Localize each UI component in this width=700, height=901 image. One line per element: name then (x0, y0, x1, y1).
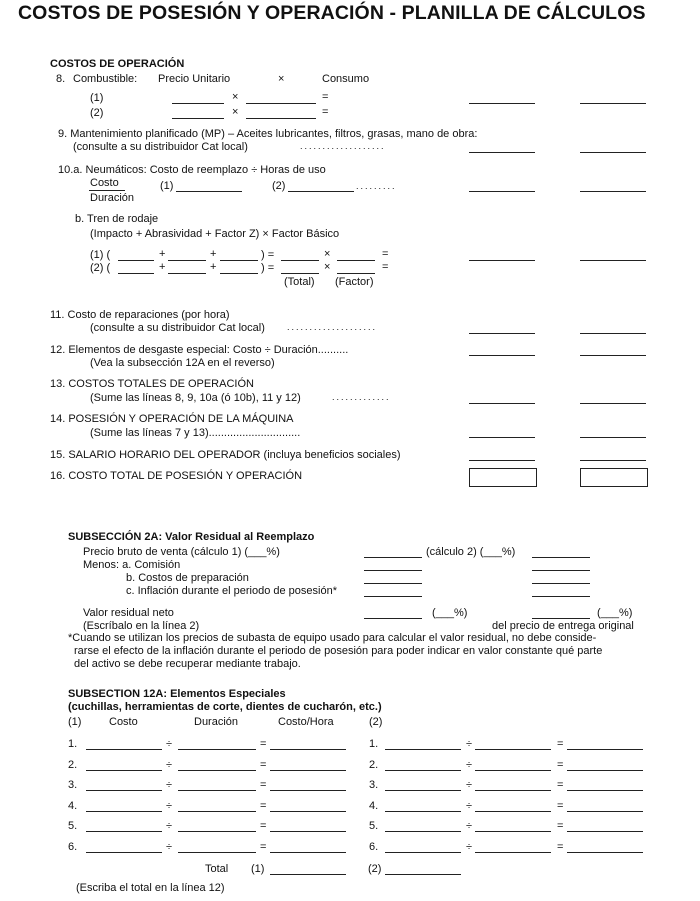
sub12a-row2-costo-1[interactable] (86, 770, 162, 771)
sub12a-total1-field[interactable] (270, 874, 346, 875)
row15-field-2[interactable] (580, 460, 646, 461)
row10a-result-2[interactable] (580, 191, 646, 192)
row9-line2: (consulte a su distribuidor Cat local) (73, 141, 248, 153)
sub12a-row6-eq-2: = (557, 840, 564, 853)
row8-sub2: (2) (90, 107, 104, 119)
sub12a-row4-costohora-1[interactable] (270, 811, 346, 812)
row9-dots: ................... (300, 141, 386, 151)
row10a-fraction-bar (89, 190, 125, 191)
sub12a-row2-num-1: 2. (68, 758, 78, 771)
row14-field-1[interactable] (469, 437, 535, 438)
sub12a-row6-div-1: ÷ (166, 840, 173, 853)
sub12a-row1-num-2: 1. (369, 738, 379, 750)
sub2a-comision-field-1[interactable] (364, 570, 422, 571)
sub12a-row5-costo-2[interactable] (385, 831, 461, 832)
sub12a-header: SUBSECTION 12A: Elementos Especiales (68, 688, 286, 700)
sub2a-b: b. Costos de preparación (126, 572, 249, 584)
sub12a-row6-num-1: 6. (68, 840, 78, 853)
row10b-2-close: ) = (261, 262, 275, 274)
sub2a-header: SUBSECCIÓN 2A: Valor Residual al Reemplazo (68, 531, 315, 543)
sub12a-row5-duracion-2[interactable] (475, 831, 551, 832)
row10a-field-2[interactable] (288, 191, 354, 192)
sub12a-costohora-header: Costo/Hora (278, 716, 334, 728)
sub12a-row1-num-1: 1. (68, 738, 78, 750)
sub12a-row2-duracion-2[interactable] (475, 770, 551, 771)
sub12a-row5-costohora-1[interactable] (270, 831, 346, 832)
row8-1-eq: = (322, 91, 329, 103)
row10b-2-times: × (324, 261, 331, 273)
sub2a-note-line1: *Cuando se utilizan los precios de subasta de equipo usado para calcular el valor residual, no debe conside- (68, 632, 597, 644)
row10a-p1: (1) (160, 180, 174, 192)
row10b-1-factor[interactable] (337, 260, 375, 261)
sub12a-row3-div-1: ÷ (166, 779, 173, 791)
sub12a-row1-eq-2: = (557, 738, 564, 750)
row9-field-1[interactable] (469, 152, 535, 153)
row8-2-eq: = (322, 106, 329, 118)
sub2a-calc2: (cálculo 2) (___%) (426, 546, 516, 558)
row10b-1-close: ) = (261, 249, 275, 261)
sub2a-precio-field-2[interactable] (532, 557, 590, 558)
sub12a-row6-costohora-2[interactable] (567, 852, 643, 853)
sub12a-row2-div-2: ÷ (466, 758, 473, 771)
sub12a-row2-eq-1: = (260, 758, 267, 771)
row10b-2-abrasividad[interactable] (168, 273, 206, 274)
sub12a-row6-costo-2[interactable] (385, 852, 461, 853)
sub12a-row4-duracion-2[interactable] (475, 811, 551, 812)
sub12a-row2-duracion-1[interactable] (178, 770, 256, 771)
sub2a-delprecio: del precio de entrega original (492, 620, 634, 632)
sub12a-row6-costohora-1[interactable] (270, 852, 346, 853)
sub12a-footer: (Escriba el total en la línea 12) (76, 882, 225, 894)
sub2a-c: c. Inflación durante el periodo de posesión* (126, 585, 337, 597)
row10a-costo: Costo (90, 177, 119, 189)
sub12a-row3-num-1: 3. (68, 779, 78, 791)
row12-field-2[interactable] (580, 355, 646, 356)
sub12a-row5-duracion-1[interactable] (178, 831, 256, 832)
sub2a-preparacion-field-1[interactable] (364, 583, 422, 584)
sub12a-total2-field[interactable] (385, 874, 461, 875)
row10b-1-result-1[interactable] (469, 260, 535, 261)
row8-1-consumo-field[interactable] (246, 103, 316, 104)
sub12a-row2-eq-2: = (557, 758, 564, 771)
row16-line1: 16. COSTO TOTAL DE POSESIÓN Y OPERACIÓN (50, 470, 303, 482)
sub12a-row3-num-2: 3. (369, 779, 379, 791)
row10b-2-factorz[interactable] (220, 273, 258, 274)
sub12a-total1-label: (1) (251, 863, 265, 875)
sub2a-menos: Menos: a. Comisión (83, 559, 181, 571)
sub12a-row4-eq-2: = (557, 799, 564, 812)
row10b-1-result-2[interactable] (580, 260, 646, 261)
row16-total-box-2[interactable] (580, 468, 648, 487)
sub12a-row5-num-1: 5. (68, 820, 78, 832)
sub12a-row5-num-2: 5. (369, 820, 379, 832)
sub12a-row3-costohora-2[interactable] (567, 790, 643, 791)
row10a-line1: 10.a. Neumáticos: Costo de reemplazo ÷ Horas de uso (58, 164, 326, 176)
sub12a-subheader: (cuchillas, herramientas de corte, dientes de cucharón, etc.) (68, 701, 382, 713)
sub12a-row5-costohora-2[interactable] (567, 831, 643, 832)
row10b-1-plus1: + (159, 248, 166, 260)
row10b-2-plus1: + (159, 261, 166, 273)
row10a-duracion: Duración (90, 192, 135, 204)
sub12a-row6-div-2: ÷ (466, 840, 473, 853)
sub12a-row1-eq-1: = (260, 738, 267, 750)
row10b-total-label: (Total) (284, 276, 315, 288)
sub12a-duracion-header: Duración (194, 716, 239, 728)
sub2a-inflacion-field-1[interactable] (364, 596, 422, 597)
sub12a-row3-costohora-1[interactable] (270, 790, 346, 791)
row10a-result-1[interactable] (469, 191, 535, 192)
sub12a-row3-eq-2: = (557, 779, 564, 791)
row8-precio-header: Precio Unitario (158, 73, 231, 85)
row10b-2-impacto[interactable] (118, 273, 154, 274)
sub12a-row4-num-1: 4. (68, 799, 78, 812)
row14-line1: 14. POSESIÓN Y OPERACIÓN DE LA MÁQUINA (50, 413, 294, 425)
sub12a-total-label: Total (205, 863, 229, 875)
sub12a-row2-num-2: 2. (369, 758, 379, 771)
sub12a-row4-div-2: ÷ (466, 799, 473, 812)
sub12a-row4-duracion-1[interactable] (178, 811, 256, 812)
row8-consumo-header: Consumo (322, 73, 370, 85)
sub2a-escribalo: (Escríbalo en la línea 2) (83, 620, 200, 632)
sub12a-row1-duracion-2[interactable] (475, 749, 551, 750)
sub12a-row2-costo-2[interactable] (385, 770, 461, 771)
sub12a-row1-costohora-2[interactable] (567, 749, 643, 750)
row10b-1-eq: = (382, 248, 389, 260)
row8-1-times: × (232, 91, 239, 103)
sub12a-row4-eq-1: = (260, 799, 267, 812)
page-title: COSTOS DE POSESIÓN Y OPERACIÓN - PLANILLA DE CÁLCULOS (18, 2, 646, 24)
row8-sub1: (1) (90, 92, 104, 104)
sub2a-valor-field-2[interactable] (532, 618, 590, 619)
row13-field-1[interactable] (469, 403, 535, 404)
sub12a-row3-eq-1: = (260, 779, 267, 791)
row12-line1: 12. Elementos de desgaste especial: Costo ÷ Duración.......... (50, 344, 349, 356)
row14-line2: (Sume las líneas 7 y 13).............................. (90, 427, 301, 439)
sub12a-row4-costo-1[interactable] (86, 811, 162, 812)
sub2a-note-line2: rarse el efecto de la inflación durante el periodo de posesión para poder indicar en valor constante qué parte (74, 645, 603, 657)
row10b-line1: b. Tren de rodaje (75, 213, 159, 225)
row9-line1: 9. Mantenimiento planificado (MP) – Aceites lubricantes, filtros, grasas, mano de obra: (58, 128, 478, 140)
sub12a-row1-costo-2[interactable] (385, 749, 461, 750)
sub2a-inflacion-field-2[interactable] (532, 596, 590, 597)
sub12a-row4-costohora-2[interactable] (567, 811, 643, 812)
row8-1-result-field-2[interactable] (580, 103, 646, 104)
row8-2-price-field[interactable] (172, 118, 224, 119)
sub12a-costo-header: Costo (109, 716, 138, 728)
sub2a-note-line3: del activo se debe recuperar mediante trabajo. (74, 658, 301, 670)
row10b-factor-label: (Factor) (335, 276, 374, 288)
sub2a-valor-field-1[interactable] (364, 618, 422, 619)
row8-2-times: × (232, 106, 239, 118)
sub12a-row6-duracion-2[interactable] (475, 852, 551, 853)
row13-field-2[interactable] (580, 403, 646, 404)
row9-field-2[interactable] (580, 152, 646, 153)
row10b-1-times: × (324, 248, 331, 260)
row10b-2-eq: = (382, 261, 389, 273)
row10b-1-impacto[interactable] (118, 260, 154, 261)
row15-field-1[interactable] (469, 460, 535, 461)
row10b-sub1: (1) ( (90, 249, 111, 261)
sub2a-comision-field-2[interactable] (532, 570, 590, 571)
sub12a-row2-div-1: ÷ (166, 758, 173, 771)
row10b-2-total[interactable] (281, 273, 319, 274)
sub12a-row1-div-1: ÷ (166, 738, 173, 750)
sub12a-row6-duracion-1[interactable] (178, 852, 256, 853)
sub2a-valor: Valor residual neto (83, 607, 174, 619)
sub12a-row3-costo-1[interactable] (86, 790, 162, 791)
sub2a-preparacion-field-2[interactable] (532, 583, 590, 584)
sub12a-row3-costo-2[interactable] (385, 790, 461, 791)
row11-dots: .................... (287, 322, 378, 332)
row10a-p2: (2) (272, 180, 286, 192)
row13-line1: 13. COSTOS TOTALES DE OPERACIÓN (50, 378, 254, 390)
row11-field-1[interactable] (469, 333, 535, 334)
sub12a-row5-eq-2: = (557, 820, 564, 832)
row11-line1: 11. Costo de reparaciones (por hora) (50, 309, 230, 321)
row11-line2: (consulte a su distribuidor Cat local) (90, 322, 265, 334)
row12-line2: (Vea la subsección 12A en el reverso) (90, 357, 275, 369)
row10b-1-total[interactable] (281, 260, 319, 261)
sub12a-row6-num-2: 6. (369, 840, 379, 853)
sub12a-row3-div-2: ÷ (466, 779, 473, 791)
sub12a-row5-div-2: ÷ (466, 820, 473, 832)
row13-line2: (Sume las líneas 8, 9, 10a (ó 10b), 11 y 12) (90, 392, 301, 404)
row8-2-consumo-field[interactable] (246, 118, 316, 119)
row10b-line2: (Impacto + Abrasividad + Factor Z) × Factor Básico (90, 228, 340, 240)
section-header-operacion: COSTOS DE OPERACIÓN (50, 58, 185, 70)
row8-label: Combustible: (73, 73, 138, 85)
sub12a-row5-costo-1[interactable] (86, 831, 162, 832)
sub12a-row4-div-1: ÷ (166, 799, 173, 812)
row8-1-result-field-1[interactable] (469, 103, 535, 104)
row16-total-box-1[interactable] (469, 468, 537, 487)
row10a-dots: ......... (356, 181, 397, 191)
row11-field-2[interactable] (580, 333, 646, 334)
sub2a-precio-field-1[interactable] (364, 557, 422, 558)
sub12a-row1-costo-1[interactable] (86, 749, 162, 750)
row10b-sub2: (2) ( (90, 262, 111, 274)
sub2a-pct2: (___%) (597, 607, 633, 619)
row14-field-2[interactable] (580, 437, 646, 438)
row8-num: 8. (56, 73, 66, 85)
row10b-1-factorz[interactable] (220, 260, 258, 261)
sub12a-col1-label: (1) (68, 716, 82, 728)
row10b-1-abrasividad[interactable] (168, 260, 206, 261)
row10a-field-1[interactable] (176, 191, 242, 192)
row10b-1-plus2: + (210, 248, 217, 260)
sub12a-row1-duracion-1[interactable] (178, 749, 256, 750)
sub12a-row3-duracion-2[interactable] (475, 790, 551, 791)
row12-field-1[interactable] (469, 355, 535, 356)
row15-line1: 15. SALARIO HORARIO DEL OPERADOR (incluya beneficios sociales) (50, 449, 401, 461)
sub2a-precio: Precio bruto de venta (cálculo 1) (___%) (83, 546, 280, 558)
sub12a-total2-label: (2) (368, 863, 382, 875)
sub12a-row3-duracion-1[interactable] (178, 790, 256, 791)
sub12a-row1-costohora-1[interactable] (270, 749, 346, 750)
sub12a-row4-num-2: 4. (369, 799, 379, 812)
row13-dots: ............. (332, 392, 391, 402)
sub12a-row6-eq-1: = (260, 840, 267, 853)
sub12a-col2-label: (2) (369, 716, 383, 728)
sub12a-row1-div-2: ÷ (466, 738, 473, 750)
sub2a-pct1: (___%) (432, 607, 468, 619)
sub12a-row5-div-1: ÷ (166, 820, 173, 832)
row10b-2-plus2: + (210, 261, 217, 273)
sub12a-row4-costo-2[interactable] (385, 811, 461, 812)
row10b-2-factor[interactable] (337, 273, 375, 274)
row8-times: × (278, 73, 285, 85)
sub12a-row5-eq-1: = (260, 820, 267, 832)
sub12a-row2-costohora-2[interactable] (567, 770, 643, 771)
sub12a-row6-costo-1[interactable] (86, 852, 162, 853)
sub12a-row2-costohora-1[interactable] (270, 770, 346, 771)
row8-1-price-field[interactable] (172, 103, 224, 104)
